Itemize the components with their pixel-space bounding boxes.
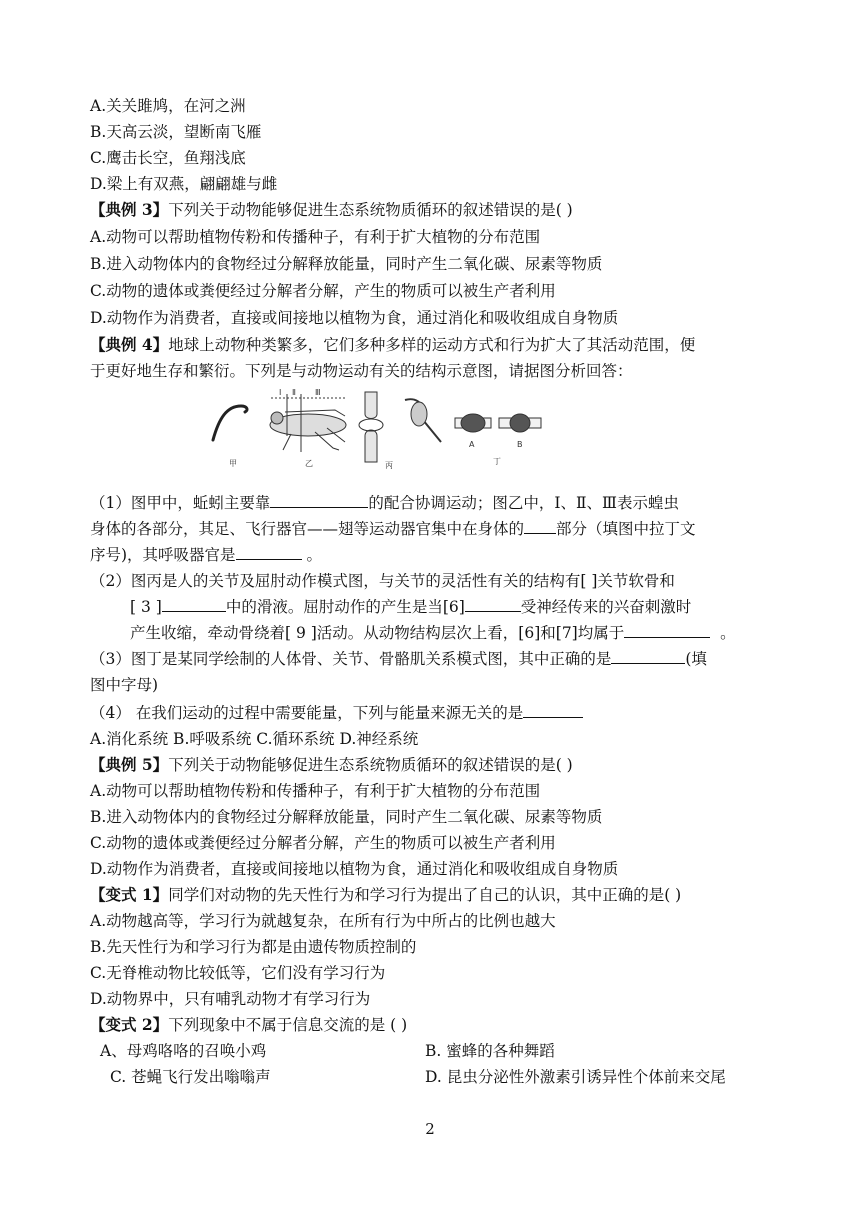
q1-blank-1[interactable] [270, 492, 368, 508]
ex4-q3-text-a: （3）图丁是某同学绘制的人体骨、关节、骨骼肌关系模式图，其中正确的是 [90, 650, 612, 668]
var1-tag: 【变式 1】 [90, 885, 169, 904]
page-number: 2 [425, 1120, 435, 1138]
ex5-option-b: B.进入动物体内的食物经过分解释放能量，同时产生二氧化碳、尿素等物质 [90, 808, 603, 826]
ex4-q1-text-f: 。 [306, 546, 323, 564]
ex4-q1-text-b: 的配合协调运动；图乙中，Ⅰ、Ⅱ、Ⅲ表示蝗虫 [368, 494, 679, 512]
ex5-option-d: D.动物作为消费者，直接或间接地以植物为食，通过消化和吸收组成自身物质 [90, 860, 619, 878]
ex4-q1-line2 [90, 518, 696, 540]
ex4-q2-text-e: 产生收缩，牵动骨绕着[ 9 ]活动。从动物结构层次上看，[6]和[7]均属于 [130, 624, 625, 642]
ex5-question [90, 754, 573, 776]
var2-option-a: A、母鸡咯咯的召唤小鸡 [100, 1042, 267, 1060]
var2-question-text: 下列现象中不属于信息交流的是 ( ) [168, 1016, 408, 1034]
ex4-q4 [90, 702, 583, 724]
var1-option-b: B.先天性行为和学习行为都是由遗传物质控制的 [90, 938, 417, 956]
figure-label-jia: 甲 [229, 459, 237, 468]
grasshopper-shape [270, 394, 346, 452]
ex5-question-text: 下列关于动物能够促进生态系统物质循环的叙述错误的是( ) [168, 756, 573, 774]
earthworm-shape [213, 406, 247, 440]
ex4-q1-text-e: 序号)，其呼吸器官是 [90, 546, 236, 564]
var1-question [90, 884, 681, 906]
ex3-option-c: C.动物的遗体或粪便经过分解者分解，产生的物质可以被生产者利用 [90, 282, 556, 300]
figure-label-iii: Ⅲ [315, 388, 321, 397]
q1-blank-3[interactable] [236, 544, 302, 560]
ex4-q1-line3 [90, 544, 322, 566]
figure-label-i: Ⅰ [279, 388, 282, 397]
ex2-option-d: D.梁上有双燕，翩翩雄与雌 [90, 175, 278, 193]
var2-tag: 【变式 2】 [90, 1015, 169, 1034]
ex4-intro-2: 于更好地生存和繁衍。下列是与动物运动有关的结构示意图，请据图分析回答： [90, 362, 633, 380]
ex4-q2-line2 [130, 596, 691, 618]
figure-label-yi: 乙 [305, 459, 313, 468]
q2-blank-2[interactable] [465, 596, 521, 612]
ex4-q2-text-f: 。 [720, 624, 736, 642]
var2-option-b: B. 蜜蜂的各种舞蹈 [425, 1042, 555, 1060]
ex2-option-b: B.天高云淡，望断南飞雁 [90, 123, 262, 141]
ex4-q2-text-d: 受神经传来的兴奋刺激时 [520, 598, 692, 616]
ex4-q1-text-c: 身体的各部分，其足、飞行器官——翅等运动器官集中在身体的 [90, 520, 525, 538]
q1-blank-2[interactable] [524, 518, 556, 534]
ex5-tag: 【典例 5】 [90, 755, 169, 774]
ex4-q2-line3 [130, 622, 736, 644]
q4-blank[interactable] [523, 702, 583, 718]
var1-option-c: C.无脊椎动物比较低等，它们没有学习行为 [90, 964, 386, 982]
movement-structure-figure [205, 388, 550, 470]
ex4-q3-text-b: (填 [685, 650, 707, 668]
q3-blank[interactable] [611, 648, 685, 664]
ex4-q2-text-c: 中的滑液。屈肘动作的产生是当[6] [225, 598, 465, 616]
bone-muscle-model-b [499, 414, 541, 432]
var2-option-c: C. 苍蝇飞行发出嗡嗡声 [110, 1068, 271, 1086]
ex3-tag: 【典例 3】 [90, 200, 169, 219]
var2-option-d: D. 昆虫分泌性外激素引诱异性个体前来交尾 [425, 1068, 726, 1086]
figure-label-bing: 丙 [385, 461, 393, 470]
joint-shape [359, 392, 441, 462]
ex4-q3-line1 [90, 648, 707, 670]
ex3-option-d: D.动物作为消费者，直接或间接地以植物为食，通过消化和吸收组成自身物质 [90, 309, 619, 327]
figure-label-b: B [517, 440, 523, 449]
ex4-q4-options: A.消化系统 B.呼吸系统 C.循环系统 D.神经系统 [90, 730, 419, 748]
var2-question [90, 1014, 407, 1036]
q2-blank-3[interactable] [624, 622, 710, 638]
ex4-intro-1 [90, 334, 695, 356]
var1-question-text: 同学们对动物的先天性行为和学习行为提出了自己的认识，其中正确的是( ) [168, 886, 682, 904]
ex2-option-a: A.关关雎鸠，在河之洲 [90, 97, 246, 115]
ex3-option-a: A.动物可以帮助植物传粉和传播种子，有利于扩大植物的分布范围 [90, 228, 541, 246]
ex2-option-c: C.鹰击长空，鱼翔浅底 [90, 149, 246, 167]
ex4-q1-line1 [90, 492, 679, 514]
figure-label-ding: 丁 [493, 457, 501, 466]
ex4-intro-text-1: 地球上动物种类繁多，它们多种多样的运动方式和行为扩大了其活动范围，便 [168, 336, 696, 354]
ex4-q4-text: （4） 在我们运动的过程中需要能量，下列与能量来源无关的是 [90, 704, 524, 722]
var1-option-d: D.动物界中，只有哺乳动物才有学习行为 [90, 990, 371, 1008]
ex4-q1-text-d: 部分（填图中拉丁文 [556, 520, 696, 538]
ex4-q1-text-a: （1）图甲中，蚯蚓主要靠 [90, 494, 271, 512]
ex3-question [90, 199, 573, 221]
var1-option-a: A.动物越高等，学习行为就越复杂，在所有行为中所占的比例也越大 [90, 912, 556, 930]
figure-label-a: A [469, 440, 475, 449]
ex4-q3-line2: 图中字母) [90, 676, 159, 694]
ex3-question-text: 下列关于动物能够促进生态系统物质循环的叙述错误的是( ) [168, 201, 573, 219]
figure-label-ii: Ⅱ [292, 388, 296, 397]
ex4-q2-text-b: [ 3 ] [130, 598, 162, 616]
ex5-option-c: C.动物的遗体或粪便经过分解者分解，产生的物质可以被生产者利用 [90, 834, 556, 852]
ex4-q2-line1: （2）图丙是人的关节及屈肘动作模式图，与关节的灵活性有关的结构有[ ]关节软骨和 [90, 572, 675, 590]
ex3-option-b: B.进入动物体内的食物经过分解释放能量，同时产生二氧化碳、尿素等物质 [90, 255, 603, 273]
ex5-option-a: A.动物可以帮助植物传粉和传播种子，有利于扩大植物的分布范围 [90, 782, 541, 800]
ex4-tag: 【典例 4】 [90, 335, 169, 354]
bone-muscle-model-a [455, 414, 491, 432]
q2-blank-1[interactable] [162, 596, 226, 612]
